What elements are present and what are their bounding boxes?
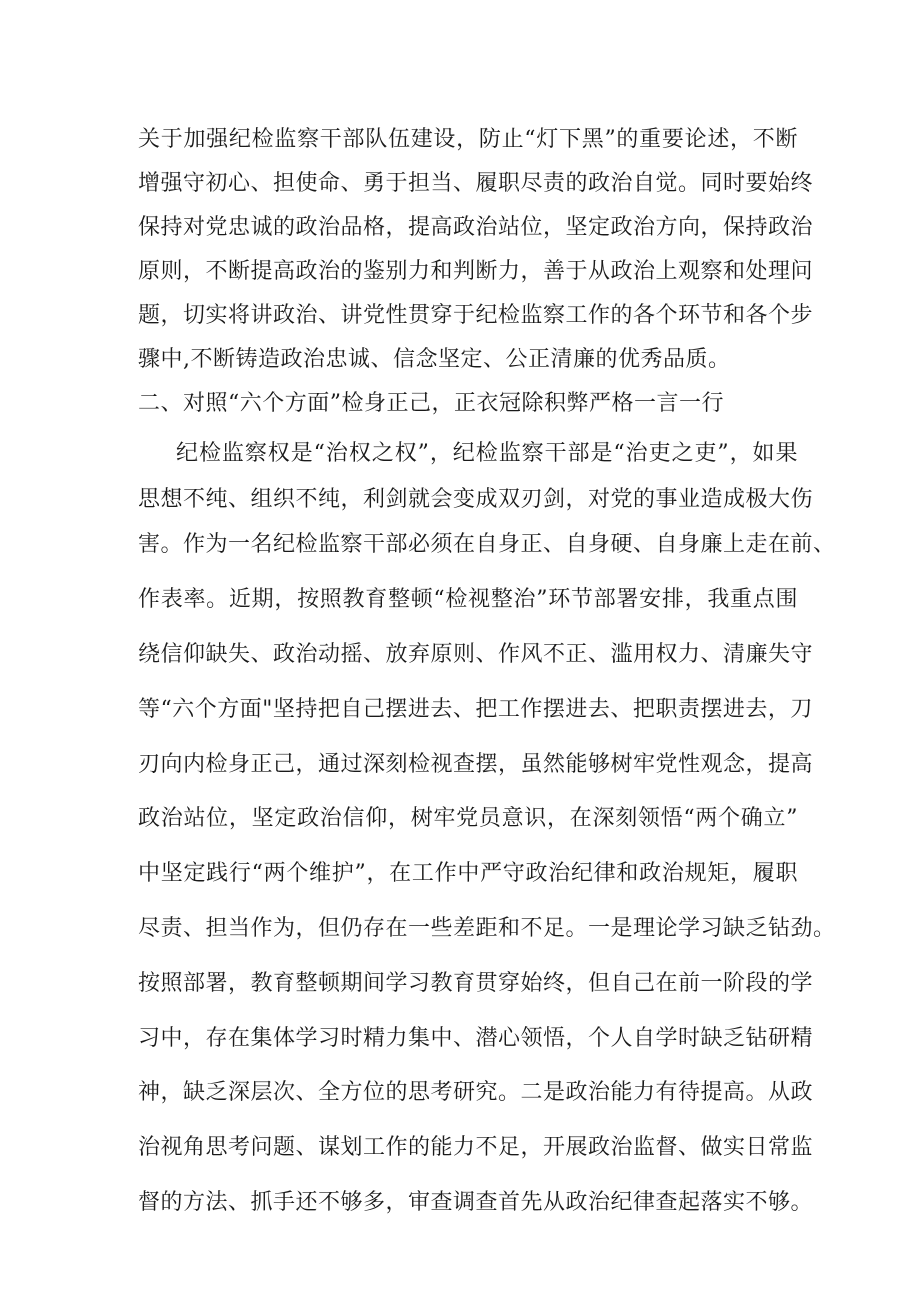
text-line: 刃向内检身正己，通过深刻检视查摆，虽然能够树牢党性观念，提高 (138, 752, 814, 777)
text-line: 题，切实将讲政治、讲党性贯穿于纪检监察工作的各个环节和各个步 (138, 303, 814, 328)
text-line: 尽责、担当作为，但仍存在一些差距和不足。一是理论学习缺乏钻劲。 (138, 916, 836, 941)
text-line: 神，缺乏深层次、全方位的思考研究。二是政治能力有待提高。从政 (138, 1080, 814, 1105)
text-line: 治视角思考问题、谋划工作的能力不足，开展政治监督、做实日常监 (138, 1135, 814, 1160)
text-line: 骤中,不断铸造政治忠诚、信念坚定、公正清廉的优秀品质。 (138, 347, 731, 372)
paragraph-first-line: 纪检监察权是“治权之权”，纪检监察干部是“治吏之吏”，如果 (176, 441, 798, 466)
text-line: 思想不纯、组织不纯，利剑就会变成双刃剑，对党的事业造成极大伤 (138, 487, 814, 512)
text-line: 中坚定践行“两个维护”，在工作中严守政治纪律和政治规矩，履职 (138, 861, 798, 886)
text-line: 增强守初心、担使命、勇于担当、履职尽责的政治自觉。同时要始终 (138, 171, 814, 196)
text-line: 习中，存在集体学习时精力集中、潜心领悟，个人自学时缺乏钻研精 (138, 1026, 814, 1051)
text-line: 作表率。近期，按照教育整顿“检视整治”环节部署安排，我重点围 (138, 587, 798, 612)
text-line: 原则，不断提高政治的鉴别力和判断力，善于从政治上观察和处理问 (138, 259, 814, 284)
text-line: 绕信仰缺失、政治动摇、放弃原则、作风不正、滥用权力、清廉失守 (138, 642, 814, 667)
text-line: 害。作为一名纪检监察干部必须在自身正、自身硬、自身廉上走在前、 (138, 532, 836, 557)
text-line: 关于加强纪检监察干部队伍建设，防止“灯下黑”的重要论述，不断 (138, 127, 798, 152)
text-line: 按照部署，教育整顿期间学习教育贯穿始终，但自己在前一阶段的学 (138, 971, 814, 996)
section-heading: 二、对照“六个方面”检身正己，正衣冠除积弊严格一言一行 (138, 391, 724, 416)
text-line: 等“六个方面"坚持把自己摆进去、把工作摆进去、把职责摆进去，刀 (138, 697, 813, 722)
text-line: 保持对党忠诚的政治品格，提高政治站位，坚定政治方向，保持政治 (138, 215, 814, 240)
text-line: 政治站位，坚定政治信仰，树牢党员意识，在深刻领悟“两个确立” (138, 806, 798, 831)
text-line: 督的方法、抓手还不够多，审查调查首先从政治纪律查起落实不够。 (138, 1190, 814, 1215)
